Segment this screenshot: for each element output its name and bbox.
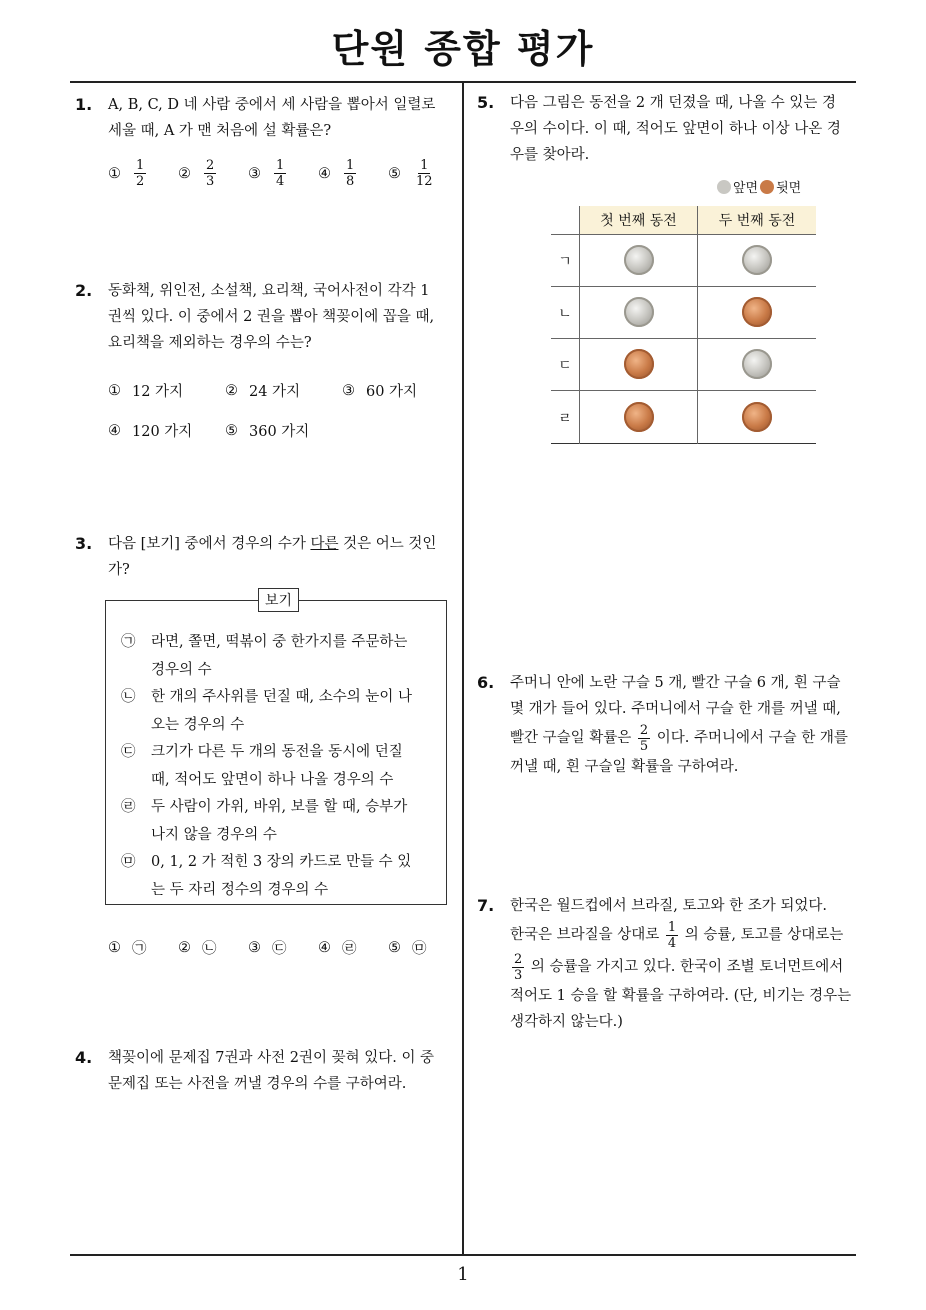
choice-4[interactable]: ④ 120 가지: [108, 422, 193, 440]
example-item: ㉢ 크기가 다른 두 개의 동전을 동시에 던질 때, 적어도 앞면이 하나 나올 경우의 수: [121, 744, 403, 788]
fraction: $\frac{2}{5}$: [639, 722, 649, 754]
example-box: [105, 593, 447, 905]
example-item: ㉤ 0, 1, 2 가 적힌 3 장의 카드로 만들 수 있 는 두 자리 정수의 경우의 수: [121, 854, 412, 898]
question-number: 1.: [75, 95, 93, 114]
table-header: 두 번째 동전: [698, 206, 816, 234]
heads-coin-icon: [742, 349, 772, 379]
question-7: [477, 893, 862, 1035]
question-text: 책꽂이에 문제집 7권과 사전 2권이 꽂혀 있다. 이 중 문제집 또는 사전을 꺼낼 경우의 수를 구하여라.: [108, 1050, 435, 1092]
fraction: $\frac{1}{12}$: [416, 158, 433, 189]
bottom-divider: [70, 1254, 856, 1256]
coin-legend: 앞면 뒷면: [717, 177, 801, 196]
question-text: A, B, C, D 네 사람 중에서 세 사람을 뽑아서 일렬로 세울 때, A 가 맨 처음에 설 확률은?: [108, 97, 436, 139]
heads-coin-icon: [624, 297, 654, 327]
question-number: 7.: [477, 896, 495, 915]
tails-coin-icon: [742, 297, 772, 327]
row-label: ㄹ: [558, 411, 572, 427]
choice-2[interactable]: ② 24 가지: [225, 382, 301, 400]
tails-coin-icon: [760, 180, 774, 194]
question-number: 2.: [75, 281, 93, 300]
choice-4[interactable]: ④ ㉣: [318, 939, 357, 957]
choice-2[interactable]: ② ㉡: [178, 939, 217, 957]
question-text: 다음 그림은 동전을 2 개 던졌을 때, 나올 수 있는 경 우의 수이다. 이 때, 적어도 앞면이 하나 이상 나온 경 우를 찾아라.: [510, 95, 841, 163]
fraction: $\frac{1}{4}$: [667, 919, 677, 951]
choice-1[interactable]: ① $\frac{1}{2}$: [108, 158, 145, 189]
heads-coin-icon: [624, 245, 654, 275]
row-label: ㄴ: [558, 306, 572, 322]
question-number: 4.: [75, 1048, 93, 1067]
example-item: ㉣ 두 사람이 가위, 바위, 보를 할 때, 승부가 나지 않을 경우의 수: [121, 799, 408, 843]
question-6: [477, 670, 862, 780]
question-text: 동화책, 위인전, 소설책, 요리책, 국어사전이 각각 1 권씩 있다. 이 중에서 2 권을 뽑아 책꽂이에 꼽을 때, 요리책을 제외하는 경우의 수는?: [108, 283, 435, 351]
question-number: 3.: [75, 534, 93, 553]
fraction: $\frac{2}{3}$: [514, 951, 523, 983]
choice-3[interactable]: ③ $\frac{1}{4}$: [248, 158, 285, 189]
question-2: [75, 278, 460, 356]
column-divider: [462, 82, 464, 1255]
question-text: 한국은 월드컵에서 브라질, 토고와 한 조가 되었다. 한국은 브라질을 상대로 $\frac{1}{4}$ 의 승률, 토고를 상대로는 $\frac{2}{3}$ 의 승률을 가지고 있다. 한국이 조별 토너먼트에서 적어도 1 승을 할 확률을 구하여라. (단, 비기는 경우는 생각하지 않는다.): [510, 898, 852, 1030]
fraction: $\frac{1}{4}$: [276, 158, 285, 189]
tails-coin-icon: [624, 349, 654, 379]
example-box-label: 보기: [258, 588, 299, 612]
question-4: [75, 1045, 460, 1097]
choice-3[interactable]: ③ 60 가지: [342, 382, 418, 400]
question-1: [75, 92, 460, 144]
question-text: 주머니 안에 노란 구슬 5 개, 빨간 구슬 6 개, 흰 구슬 몇 개가 들어 있다. 주머니에서 구슬 한 개를 꺼낼 때, 빨간 구슬일 확률은 $\frac{2}{5}$ 이다. 주머니에서 구슬 한 개를 꺼낼 때, 흰 구슬일 확률을 구하여라.: [510, 675, 848, 775]
question-text: 다음 [보기] 중에서 경우의 수가 다른 것은 어느 것인 가?: [108, 536, 437, 578]
question-3: [75, 531, 460, 583]
heads-coin-icon: [742, 245, 772, 275]
table-header: 첫 번째 동전: [580, 206, 697, 234]
tails-coin-icon: [624, 402, 654, 432]
fraction: $\frac{2}{3}$: [206, 158, 215, 189]
choice-2[interactable]: ② $\frac{2}{3}$: [178, 158, 215, 189]
row-label: ㄷ: [558, 358, 572, 374]
question-5: [477, 90, 862, 168]
fraction: $\frac{1}{8}$: [346, 158, 355, 189]
page-title: 단원 종합 평가: [331, 27, 595, 71]
row-label: ㄱ: [558, 254, 572, 270]
choice-5[interactable]: ⑤ $\frac{1}{12}$: [388, 158, 433, 189]
page-number: 1: [457, 1264, 469, 1285]
coin-outcome-table: [551, 206, 816, 444]
choice-1[interactable]: ① 12 가지: [108, 382, 184, 400]
example-item: ㉠ 라면, 쫄면, 떡볶이 중 한가지를 주문하는 경우의 수: [121, 634, 408, 678]
choice-1[interactable]: ① ㉠: [108, 939, 147, 957]
choice-5[interactable]: ⑤ 360 가지: [225, 422, 310, 440]
choice-4[interactable]: ④ $\frac{1}{8}$: [318, 158, 355, 189]
question-number: 6.: [477, 673, 495, 692]
question-number: 5.: [477, 93, 495, 112]
tails-coin-icon: [742, 402, 772, 432]
choice-5[interactable]: ⑤ ㉤: [388, 939, 427, 957]
fraction: $\frac{1}{2}$: [136, 158, 145, 189]
example-item: ㉡ 한 개의 주사위를 던질 때, 소수의 눈이 나 오는 경우의 수: [121, 689, 412, 733]
heads-coin-icon: [717, 180, 731, 194]
choice-3[interactable]: ③ ㉢: [248, 939, 287, 957]
